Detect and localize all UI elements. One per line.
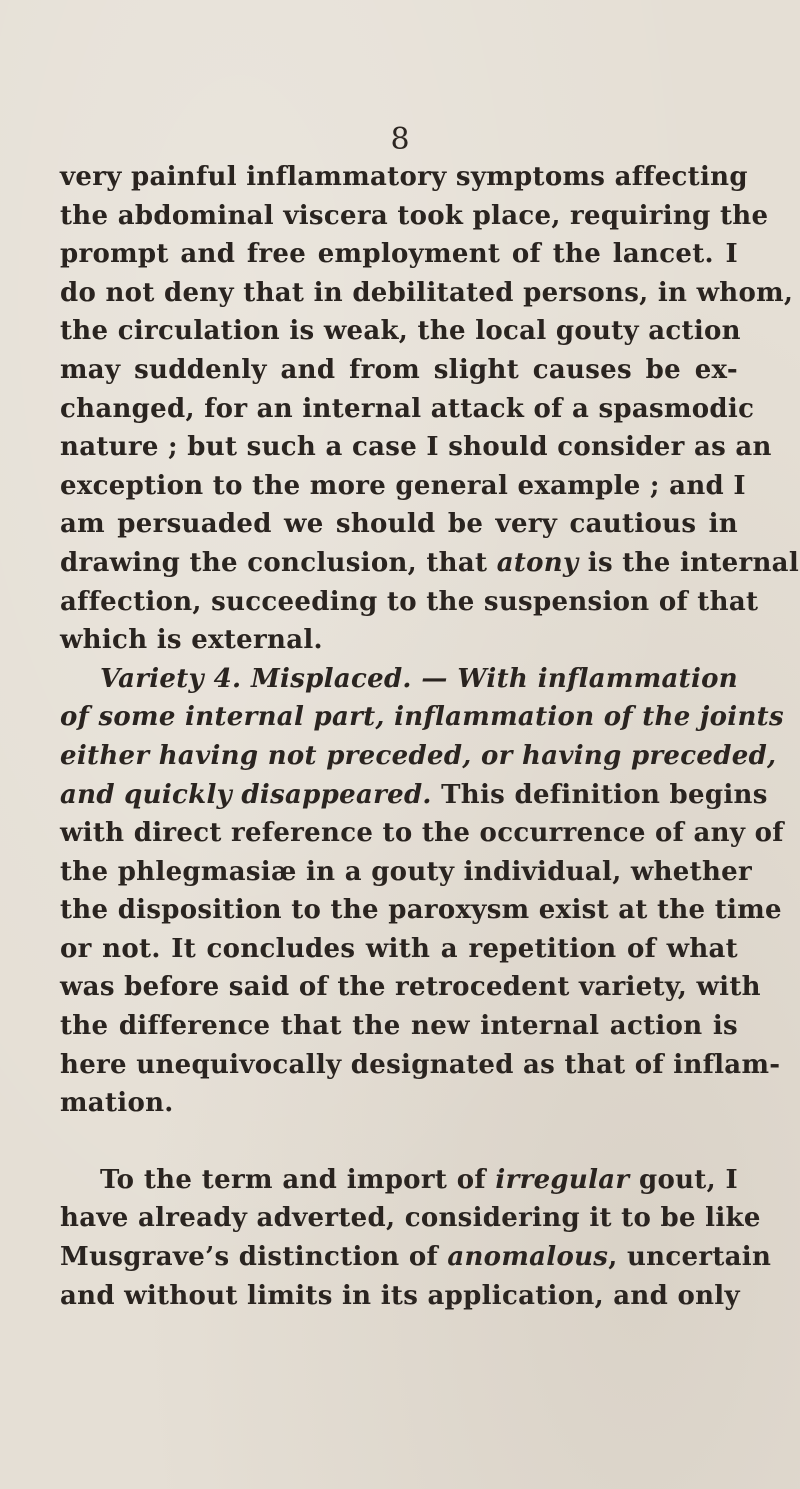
text-line: have already adverted, considering it to be like	[60, 1203, 761, 1234]
text-line: may suddenly and from slight causes be ex-	[60, 354, 738, 385]
text-line: the difference that the new internal action is	[60, 1011, 738, 1042]
emphasis-text: and quickly disappeared.	[60, 779, 432, 810]
text-run: gout, I	[629, 1164, 738, 1195]
text-line	[60, 1161, 738, 1200]
text-line: here unequivocally designated as that of inflam-	[60, 1049, 781, 1080]
text-line: very painful inflammatory symptoms affecting	[60, 162, 748, 192]
text-line: mation.	[60, 1088, 174, 1119]
paragraph-3	[60, 1161, 772, 1315]
paragraph-2	[60, 660, 784, 1123]
text-line: and without limits in its application, and only	[60, 1280, 740, 1311]
emphasis-text: atony	[496, 547, 579, 578]
text-run: drawing the conclusion, that	[60, 547, 497, 578]
text-line	[60, 544, 800, 583]
text-run: is the internal	[578, 547, 800, 578]
text-line: either having not preceded, or having preceded,	[60, 740, 777, 771]
text-line: which is external.	[60, 625, 323, 656]
emphasis-text: anomalous	[447, 1242, 609, 1273]
text-line: prompt and free employment of the lancet. I	[60, 239, 738, 270]
text-line: with direct reference to the occurrence of any of	[60, 818, 784, 849]
text-line: do not deny that in debilitated persons, in whom,	[60, 277, 794, 308]
text-line: was before said of the retrocedent variety, with	[60, 972, 761, 1003]
text-line	[60, 1238, 772, 1277]
text-run: Musgrave’s distinction of	[60, 1242, 448, 1273]
paragraph-spacer	[60, 1123, 738, 1161]
body-text	[60, 158, 800, 1315]
text-line: exception to the more general example ; and I	[60, 470, 746, 501]
text-line: of some internal part, inflammation of the joints	[60, 702, 784, 733]
text-line: am persuaded we should be very cautious in	[60, 509, 738, 540]
emphasis-text: irregular	[495, 1164, 630, 1195]
text-line: affection, succeeding to the suspension of that	[60, 586, 759, 617]
paragraph-1	[60, 158, 800, 660]
page-number: 8	[390, 122, 410, 157]
text-line	[60, 776, 768, 815]
text-line: the phlegmasiæ in a gouty individual, whether	[60, 856, 753, 887]
text-run: To the term and import of	[100, 1164, 496, 1195]
text-run: , uncertain	[608, 1242, 772, 1273]
text-line: the circulation is weak, the local gouty action	[60, 316, 741, 347]
text-run: This definition begins	[431, 779, 768, 810]
text-line: the disposition to the paroxysm exist at the time	[60, 895, 782, 926]
text-line: the abdominal viscera took place, requiring the	[60, 200, 769, 231]
text-line: nature ; but such a case I should consider as an	[60, 432, 772, 463]
text-line: changed, for an internal attack of a spasmodic	[60, 393, 755, 424]
text-line: or not. It concludes with a repetition of what	[60, 933, 738, 964]
variety-heading-line: Variety 4. Misplaced. — With inflammation	[100, 663, 738, 694]
